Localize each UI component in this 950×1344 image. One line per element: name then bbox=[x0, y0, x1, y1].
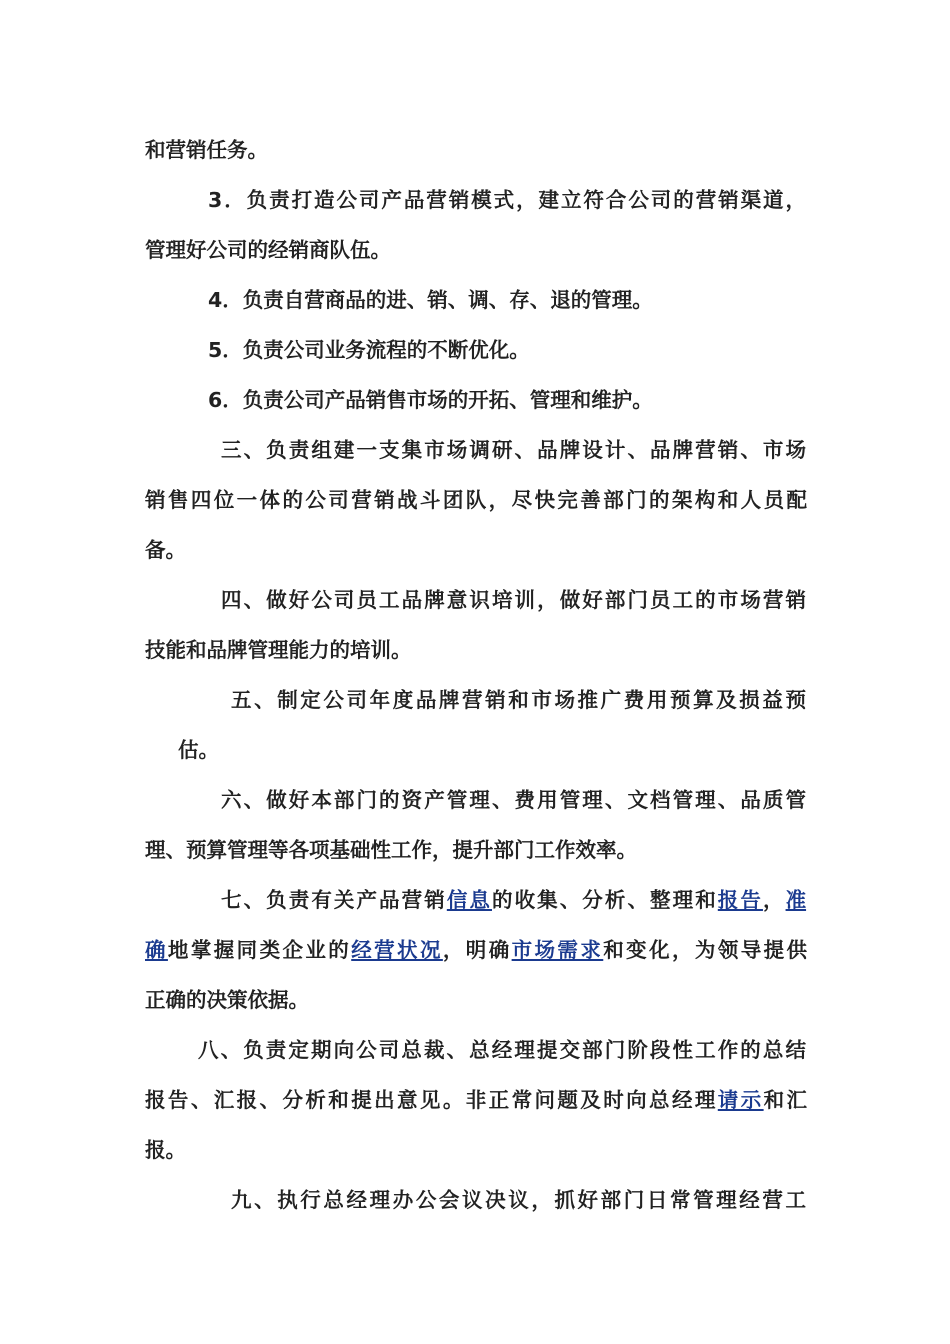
text-line: 八、负责定期向公司总裁、总经理提交部门阶段性工作的总结 bbox=[198, 1038, 806, 1062]
text-segment: ， bbox=[762, 888, 786, 912]
text-line: 报。 bbox=[145, 1138, 186, 1162]
text-line: 备。 bbox=[145, 538, 186, 562]
text-line: 九、执行总经理办公会议决议，抓好部门日常管理经营工 bbox=[231, 1188, 806, 1212]
text-segment: 和变化，为领导提供 bbox=[603, 938, 808, 962]
text-line: 四、做好公司员工品牌意识培训，做好部门员工的市场营销 bbox=[221, 588, 806, 612]
text-line-with-links bbox=[145, 936, 807, 964]
text-line-with-links bbox=[145, 1086, 807, 1114]
text-segment: 的收集、分析、整理和 bbox=[491, 888, 718, 912]
text-segment: 地掌握同类企业的 bbox=[167, 938, 352, 962]
text-line: 3．负责打造公司产品营销模式，建立符合公司的营销渠道， bbox=[208, 188, 806, 212]
text-segment: 和汇 bbox=[763, 1088, 808, 1112]
link-report[interactable]: 报告 bbox=[717, 888, 763, 912]
link-accurate[interactable]: 准 bbox=[785, 888, 807, 912]
text-segment: ，明确 bbox=[442, 938, 512, 962]
text-segment: 报告、汇报、分析和提出意见。非正常问题及时向总经理 bbox=[145, 1088, 718, 1112]
link-market-demand[interactable]: 市场需求 bbox=[511, 938, 604, 962]
text-line: 6．负责公司产品销售市场的开拓、管理和维护。 bbox=[208, 388, 653, 412]
text-segment: 七、负责有关产品营销 bbox=[221, 888, 447, 912]
text-line: 理、预算管理等各项基础性工作，提升部门工作效率。 bbox=[145, 838, 637, 862]
text-line: 5．负责公司业务流程的不断优化。 bbox=[208, 338, 530, 362]
text-line: 三、负责组建一支集市场调研、品牌设计、品牌营销、市场 bbox=[221, 438, 806, 462]
text-line: 技能和品牌管理能力的培训。 bbox=[145, 638, 412, 662]
text-line: 和营销任务。 bbox=[145, 138, 268, 162]
text-line: 4．负责自营商品的进、销、调、存、退的管理。 bbox=[208, 288, 653, 312]
text-line: 估。 bbox=[178, 738, 219, 762]
link-business-status[interactable]: 经营状况 bbox=[351, 938, 443, 962]
link-accurate-cont[interactable]: 确 bbox=[145, 938, 168, 962]
link-info[interactable]: 信息 bbox=[446, 888, 492, 912]
text-line: 销售四位一体的公司营销战斗团队，尽快完善部门的架构和人员配 bbox=[145, 488, 807, 512]
text-line: 正确的决策依据。 bbox=[145, 988, 309, 1012]
text-line-with-links bbox=[221, 886, 806, 914]
link-request-instructions[interactable]: 请示 bbox=[717, 1088, 764, 1112]
text-line: 五、制定公司年度品牌营销和市场推广费用预算及损益预 bbox=[231, 688, 806, 712]
text-line: 管理好公司的经销商队伍。 bbox=[145, 238, 391, 262]
text-line: 六、做好本部门的资产管理、费用管理、文档管理、品质管 bbox=[221, 788, 806, 812]
